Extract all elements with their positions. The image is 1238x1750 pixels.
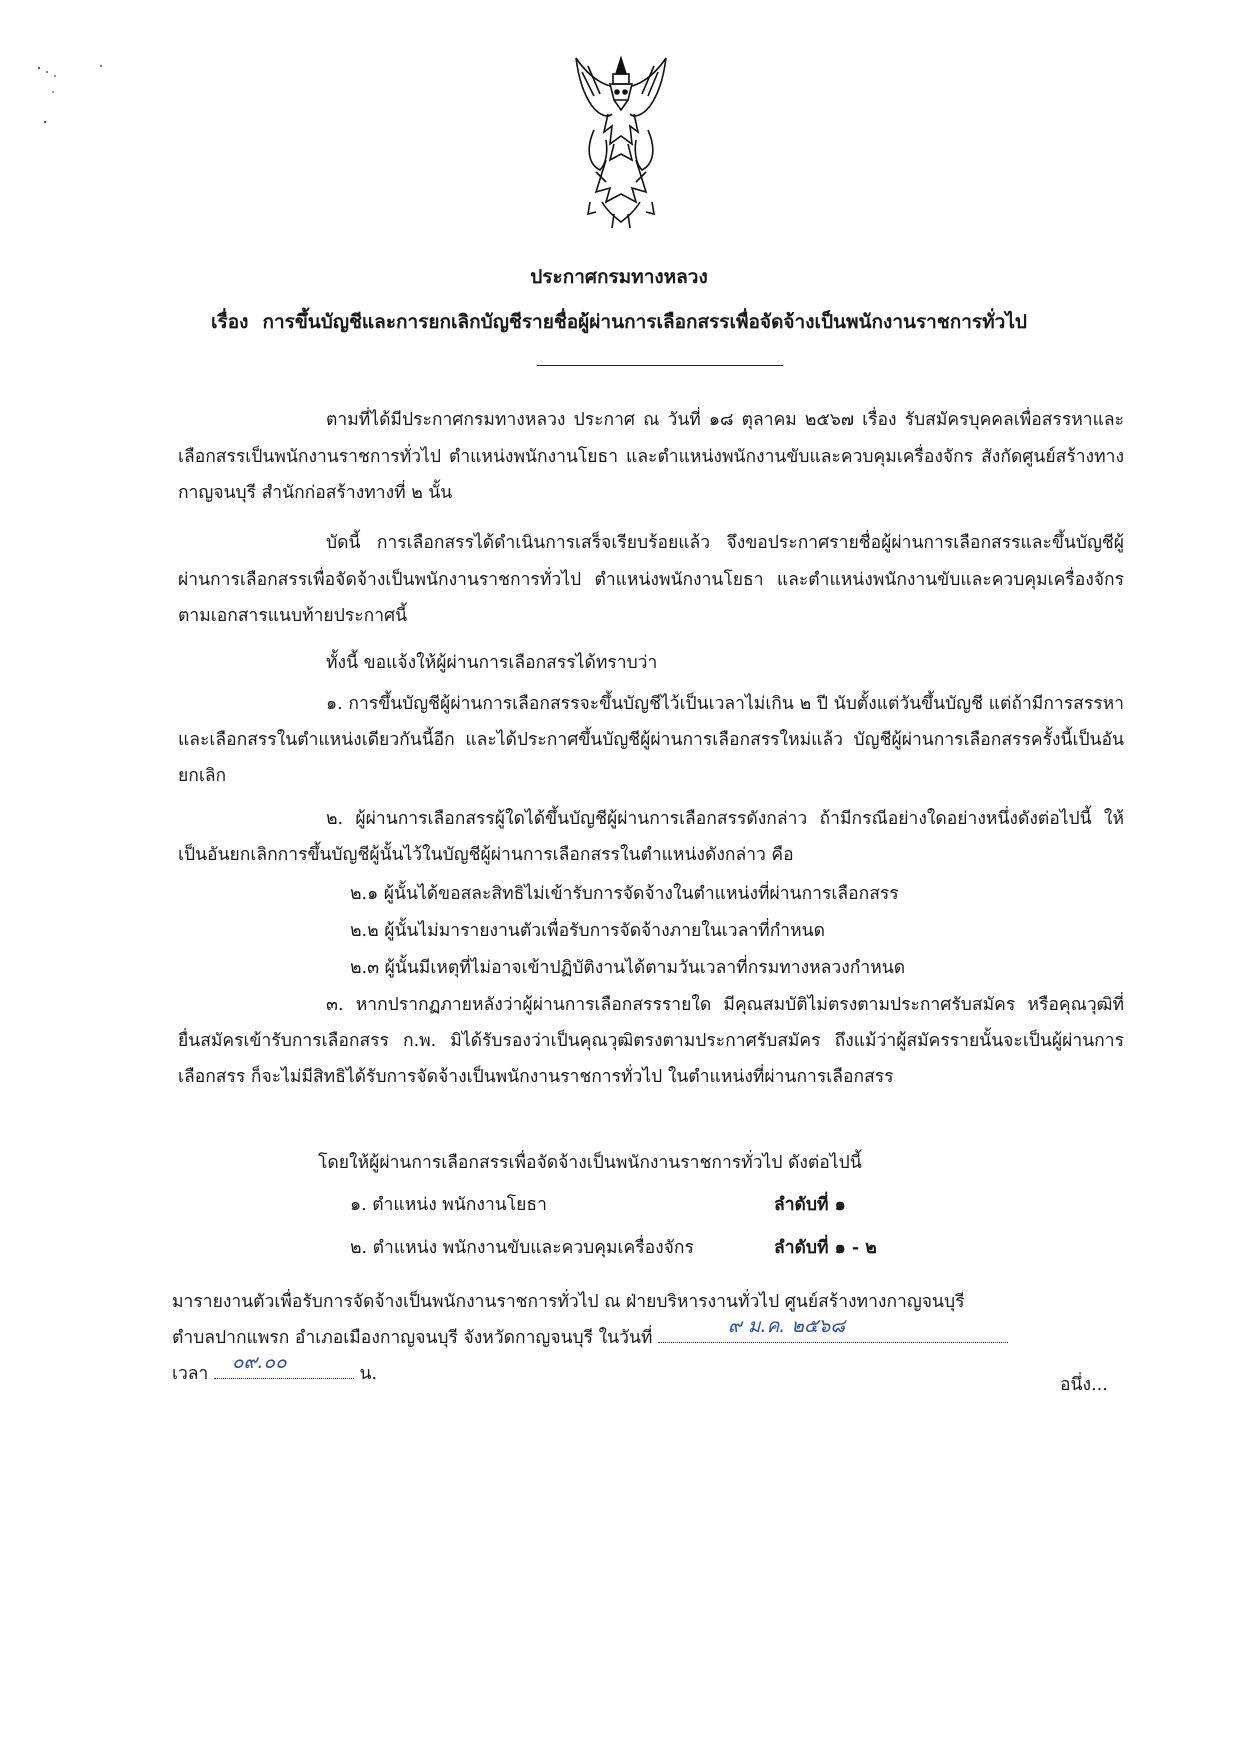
continuation-marker: อนึ่ง... (1060, 1375, 1108, 1395)
sub-item-2-1: ๒.๑ ผู้นั้นได้ขอสละสิทธิไม่เข้ารับการจัดจ้างในตำแหน่งที่ผ่านการเลือกสรร (350, 884, 899, 904)
order-intro: โดยให้ผู้ผ่านการเลือกสรรเพื่อจัดจ้างเป็นพนักงานราชการทั่วไป ดังต่อไปนี้ (318, 1153, 862, 1173)
closing-line-2: ตำบลปากแพรก อำเภอเมืองกาญจนบุรี จังหวัดกาญจนบุรี ในวันที่ (172, 1328, 653, 1348)
handwritten-date: ๙ ม.ค. ๒๕๖๘ (728, 1315, 845, 1337)
position-label: ๒. ตำแหน่ง พนักงานขับและควบคุมเครื่องจักร (350, 1238, 694, 1258)
notice-intro: ทั้งนี้ ขอแจ้งให้ผู้ผ่านการเลือกสรรได้ทราบว่า (326, 653, 658, 673)
position-row (350, 1190, 846, 1218)
position-rank: ลำดับที่ ๑ - ๒ (774, 1238, 877, 1258)
condition-item-3: ๓. หากปรากฏภายหลังว่าผู้ผ่านการเลือกสรรรายใด มีคุณสมบัติไม่ตรงตามประกาศรับสมัคร หรือคุณวุฒิที่ยื่นสมัครเข้ารับการเลือกสรร ก.พ. มิได้รับรองว่าเป็นคุณวุฒิตรงตามประกาศรับสมัคร ถึงแม้ว่าผู้สมัครรายนั้นจะเป็นผู้ผ่านการเลือกสรร ก็จะไม่มีสิทธิได้รับการจัดจ้างเป็นพนักงานราชการทั่วไป ในตำแหน่งที่ผ่านการเลือกสรร (178, 995, 1124, 1087)
subject-text: การขึ้นบัญชีและการยกเลิกบัญชีรายชื่อผู้ผ่านการเลือกสรรเพื่อจัดจ้างเป็นพนักงานราชการทั่วไป (262, 311, 1027, 333)
position-row (350, 1233, 877, 1261)
sub-item-2-2: ๒.๒ ผู้นั้นไม่มารายงานตัวเพื่อรับการจัดจ้างภายในเวลาที่กำหนด (350, 921, 825, 941)
closing-paragraph (172, 1284, 1124, 1392)
paragraph-2: บัดนี้ การเลือกสรรได้ดำเนินการเสร็จเรียบร้อยแล้ว จึงขอประกาศรายชื่อผู้ผ่านการเลือกสรรและขึ้นบัญชีผู้ผ่านการเลือกสรรเพื่อจัดจ้างเป็นพนักงานราชการทั่วไป ตำแหน่งพนักงานโยธา และตำแหน่งพนักงานขับและควบคุมเครื่องจักร ตามเอกสารแนบท้ายประกาศนี้ (178, 533, 1124, 626)
subject-label: เรื่อง (211, 311, 249, 333)
garuda-emblem-icon (566, 52, 676, 232)
condition-item-1: ๑. การขึ้นบัญชีผู้ผ่านการเลือกสรรจะขึ้นบัญชีไว้เป็นเวลาไม่เกิน ๒ ปี นับตั้งแต่วันขึ้นบัญชี แต่ถ้ามีการสรรหาและเลือกสรรในตำแหน่งเดียวกันนี้อีก และได้ประกาศขึ้นบัญชีผู้ผ่านการเลือกสรรใหม่แล้ว บัญชีผู้ผ่านการเลือกสรรครั้งนี้เป็นอันยกเลิก (178, 694, 1124, 786)
title-divider (537, 365, 783, 366)
scan-specks (35, 62, 115, 132)
time-fill-line (214, 1351, 354, 1379)
position-rank: ลำดับที่ ๑ (774, 1195, 846, 1215)
time-suffix: น. (359, 1364, 378, 1384)
document-title: ประกาศกรมทางหลวง (530, 266, 708, 288)
sub-item-2-3: ๒.๓ ผู้นั้นมีเหตุที่ไม่อาจเข้าปฏิบัติงานได้ตามวันเวลาที่กรมทางหลวงกำหนด (350, 958, 906, 978)
handwritten-time: ๐๙.๐๐ (231, 1351, 287, 1373)
closing-line-1: มารายงานตัวเพื่อรับการจัดจ้างเป็นพนักงานราชการทั่วไป ณ ฝ่ายบริหารงานทั่วไป ศูนย์สร้างทางกาญจนบุรี (172, 1292, 965, 1312)
condition-item-2: ๒. ผู้ผ่านการเลือกสรรผู้ใดได้ขึ้นบัญชีผู้ผ่านการเลือกสรรดังกล่าว ถ้ามีกรณีอย่างใดอย่างหนึ่งดังต่อไปนี้ ให้เป็นอันยกเลิกการขึ้นบัญชีผู้นั้นไว้ในบัญชีผู้ผ่านการเลือกสรรในตำแหน่งดังกล่าว คือ (178, 809, 1124, 865)
position-label: ๑. ตำแหน่ง พนักงานโยธา (350, 1195, 547, 1215)
time-label: เวลา (172, 1364, 209, 1384)
document-subject (0, 307, 1238, 337)
date-fill-line (658, 1315, 1008, 1343)
paragraph-1: ตามที่ได้มีประกาศกรมทางหลวง ประกาศ ณ วันที่ ๑๘ ตุลาคม ๒๕๖๗ เรื่อง รับสมัครบุคคลเพื่อสรรหาและเลือกสรรเป็นพนักงานราชการทั่วไป ตำแหน่งพนักงานโยธา และตำแหน่งพนักงานขับและควบคุมเครื่องจักร สังกัดศูนย์สร้างทางกาญจนบุรี สำนักก่อสร้างทางที่ ๒ นั้น (178, 410, 1124, 503)
